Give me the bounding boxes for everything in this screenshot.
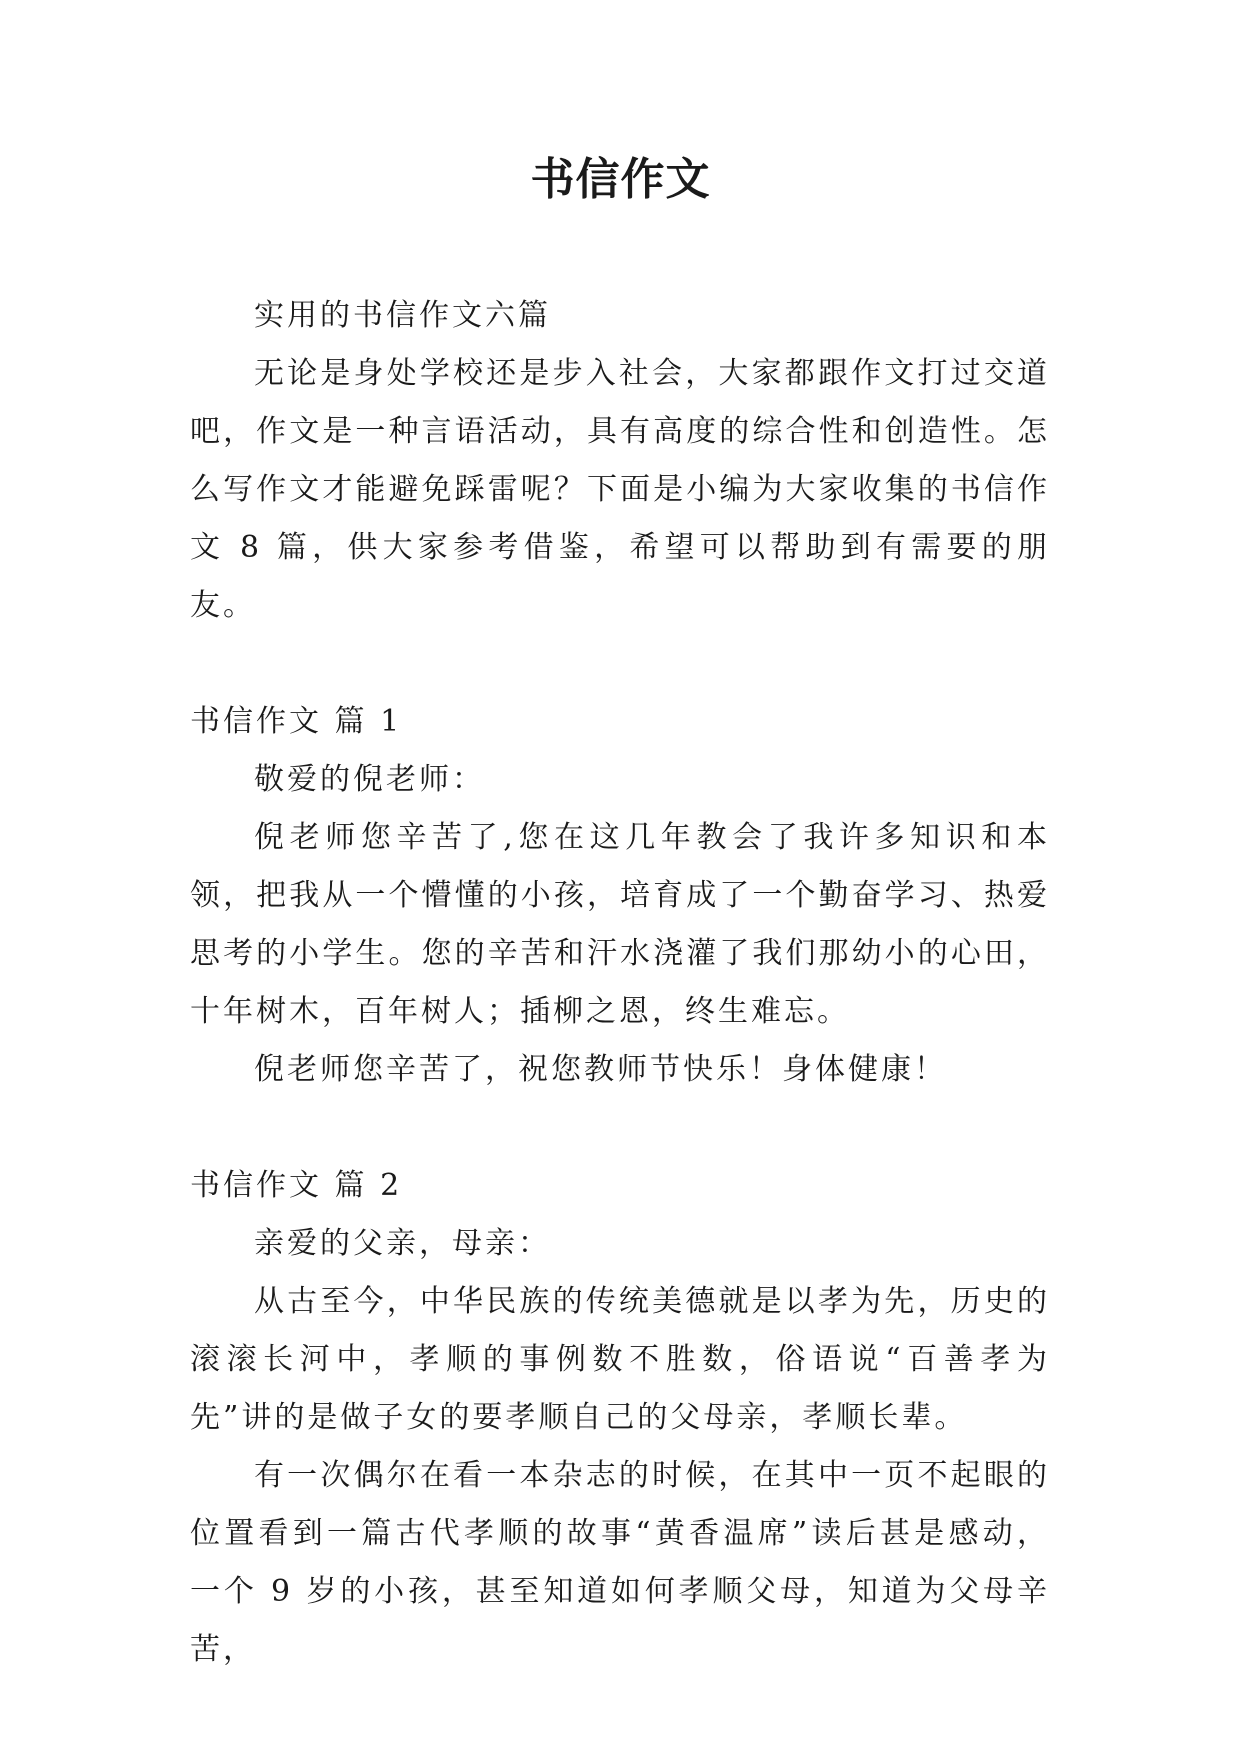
section-heading: 书信作文 篇 2	[190, 1168, 403, 1203]
letter-section-2	[190, 1157, 1050, 1679]
letter-section-1	[190, 693, 1050, 1099]
document-title: 书信作文	[530, 154, 711, 205]
letter-paragraph: 倪老师您辛苦了，祝您教师节快乐！身体健康！	[254, 1052, 947, 1087]
document-subtitle: 实用的书信作文六篇	[254, 298, 551, 333]
section-heading: 书信作文 篇 1	[190, 704, 403, 739]
letter-salutation: 敬爱的倪老师：	[254, 762, 485, 797]
letter-paragraph: 从古至今，中华民族的传统美德就是以孝为先，历史的滚滚长河中，孝顺的事例数不胜数，俗语说“百善孝为先”讲的是做子女的要孝顺自己的父母亲，孝顺长辈。	[190, 1284, 1050, 1435]
document-body	[190, 287, 1050, 1679]
letter-salutation: 亲爱的父亲，母亲：	[254, 1226, 551, 1261]
letter-paragraph: 有一次偶尔在看一本杂志的时候，在其中一页不起眼的位置看到一篇古代孝顺的故事“黄香温席”读后甚是感动，一个 9 岁的小孩，甚至知道如何孝顺父母，知道为父母辛苦，	[190, 1458, 1050, 1667]
intro-paragraph: 无论是身处学校还是步入社会，大家都跟作文打过交道吧，作文是一种言语活动，具有高度的综合性和创造性。怎么写作文才能避免踩雷呢？下面是小编为大家收集的书信作文 8 篇，供大家参考借鉴，希望可以帮助到有需要的朋友。	[190, 356, 1050, 623]
letter-paragraph: 倪老师您辛苦了,您在这几年教会了我许多知识和本领，把我从一个懵懂的小孩，培育成了一个勤奋学习、热爱思考的小学生。您的辛苦和汗水浇灌了我们那幼小的心田，十年树木，百年树人；插柳之恩，终生难忘。	[190, 820, 1050, 1029]
